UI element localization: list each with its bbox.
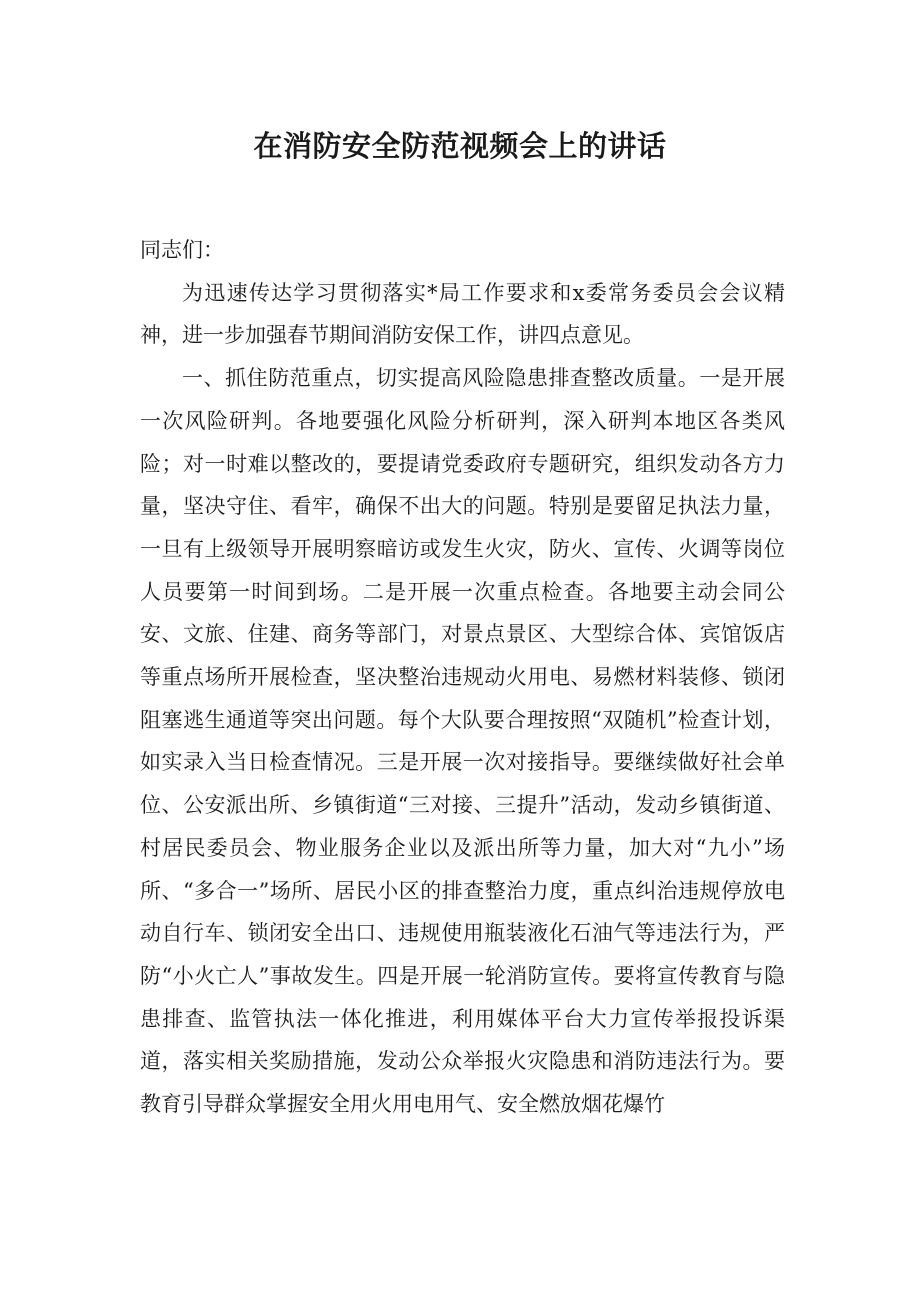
document-title: 在消防安全防范视频会上的讲话 bbox=[253, 129, 667, 163]
paragraph-intro: 为迅速传达学习贯彻落实*局工作要求和x委常务委员会会议精神，进一步加强春节期间消防安保工作，讲四点意见。 bbox=[140, 280, 785, 348]
document-body bbox=[140, 229, 785, 1126]
paragraph-section-one: 一、抓住防范重点，切实提高风险隐患排查整改质量。一是开展一次风险研判。各地要强化风险分析研判，深入研判本地区各类风险；对一时难以整改的，要提请党委政府专题研究，组织发动各方力量，坚决守住、看牢，确保不出大的问题。特别是要留足执法力量，一旦有上级领导开展明察暗访或发生火灾，防火、宣传、火调等岗位人员要第一时间到场。二是开展一次重点检查。各地要主动会同公安、文旅、住建、商务等部门，对景点景区、大型综合体、宾馆饭店等重点场所开展检查，坚决整治违规动火用电、易燃材料装修、锁闭阻塞逃生通道等突出问题。每个大队要合理按照“双随机”检查计划，如实录入当日检查情况。三是开展一次对接指导。要继续做好社会单位、公安派出所、乡镇街道“三对接、三提升”活动，发动乡镇街道、村居民委员会、物业服务企业以及派出所等力量，加大对“九小”场所、“多合一”场所、居民小区的排查整治力度，重点纠治违规停放电动自行车、锁闭安全出口、违规使用瓶装液化石油气等违法行为，严防“小火亡人”事故发生。四是开展一轮消防宣传。要将宣传教育与隐患排查、监管执法一体化推进，利用媒体平台大力宣传举报投诉渠道，落实相关奖励措施，发动公众举报火灾隐患和消防违法行为。要教育引导群众掌握安全用火用电用气、安全燃放烟花爆竹 bbox=[140, 366, 785, 1117]
greeting: 同志们： bbox=[140, 238, 224, 262]
